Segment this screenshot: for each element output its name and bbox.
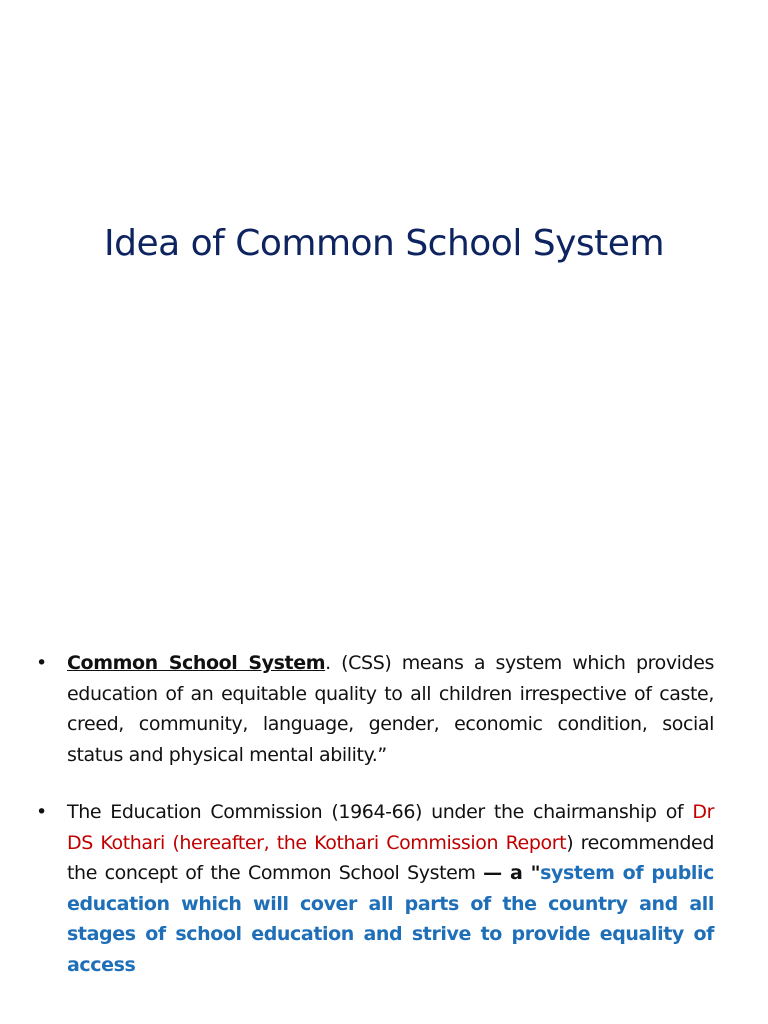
- commission-text-after: ) recommended the concept of the Common School System: [67, 831, 714, 884]
- bullet-dot-icon: •: [36, 801, 47, 823]
- slide-title: Idea of Common School System: [103, 223, 665, 264]
- bullet-css-definition: [36, 648, 714, 770]
- bullet-dot-icon: •: [36, 652, 47, 674]
- bullet-kothari-commission: [36, 797, 714, 980]
- kothari-highlight: Dr DS Kothari (hereafter, the Kothari Commission Report: [67, 801, 714, 854]
- css-definition-text: . (CSS) means a system which provides education of an equitable quality to all children irrespective of caste, creed, community, language, gender, economic condition, social status and physical mental ability.”: [67, 652, 715, 766]
- bullet-list: [36, 648, 714, 980]
- dash-intro: — a ": [483, 862, 541, 884]
- public-education-quote: system of public education which will cover all parts of the country and all stages of school education and strive to provide equality of access: [67, 862, 715, 976]
- commission-text-before: The Education Commission (1964-66) under the chairmanship of: [67, 801, 693, 823]
- term-common-school-system: Common School System: [67, 652, 326, 674]
